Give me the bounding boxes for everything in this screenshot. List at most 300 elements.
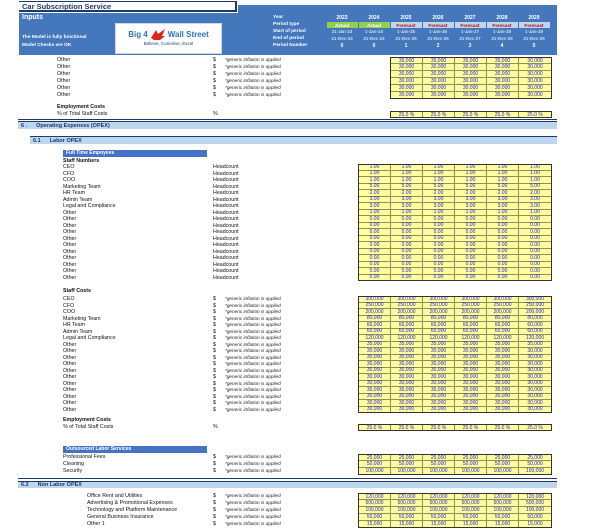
input-cell[interactable]: 30,000	[391, 368, 423, 375]
input-cell[interactable]: 0.00	[391, 242, 423, 249]
input-cell[interactable]: 0.00	[455, 236, 487, 243]
input-cell[interactable]: 60,000	[423, 329, 455, 336]
input-cell[interactable]: 50,000	[423, 461, 455, 468]
input-cell[interactable]: 0.00	[487, 229, 519, 236]
input-cell[interactable]: 120,000	[519, 494, 551, 500]
input-cell[interactable]: 0.00	[519, 216, 551, 223]
input-cell[interactable]: 30,000	[519, 368, 551, 375]
input-cell[interactable]: 60,000	[519, 322, 551, 329]
input-cell[interactable]: 3.00	[519, 197, 551, 204]
input-cell[interactable]: 1.00	[359, 165, 391, 171]
input-cell[interactable]: 25.0 %	[423, 425, 455, 430]
input-cell[interactable]: 30,000	[423, 348, 455, 355]
input-cell[interactable]: 100,000	[487, 468, 519, 474]
input-cell[interactable]: 30,000	[519, 400, 551, 407]
input-cell[interactable]: 1.00	[519, 210, 551, 217]
input-cell[interactable]: 1.00	[423, 165, 455, 171]
input-cell[interactable]: 30,000	[391, 381, 423, 388]
input-cell[interactable]: 30,000	[359, 394, 391, 401]
input-cell[interactable]: 30,000	[423, 407, 455, 413]
input-cell[interactable]: 500,000	[423, 500, 455, 507]
input-cell[interactable]: 80,000	[391, 316, 423, 323]
input-cell[interactable]: 5.00	[423, 184, 455, 191]
input-cell[interactable]: 30,000	[359, 361, 391, 368]
input-cell[interactable]: 15,000	[359, 521, 391, 527]
input-cell[interactable]: 5.00	[487, 184, 519, 191]
input-cell[interactable]: 0.00	[519, 275, 551, 281]
input-cell[interactable]: 50,000	[455, 514, 487, 521]
input-cell[interactable]: 0.00	[519, 236, 551, 243]
input-cell[interactable]: 30,000	[423, 374, 455, 381]
input-cell[interactable]: 0.00	[423, 275, 455, 281]
input-cell[interactable]: 100,000	[519, 507, 551, 514]
input-cell[interactable]: 30,000	[487, 348, 519, 355]
input-cell[interactable]: 30,000	[391, 400, 423, 407]
input-cell[interactable]: 200,000	[359, 309, 391, 316]
input-cell[interactable]: 0.00	[487, 249, 519, 256]
input-cell[interactable]: 30,000	[391, 78, 423, 85]
input-cell[interactable]: 0.00	[391, 236, 423, 243]
input-cell[interactable]: 1.00	[455, 177, 487, 184]
input-cell[interactable]: 30,000	[519, 355, 551, 362]
input-cell[interactable]: 300,000	[423, 297, 455, 303]
input-cell[interactable]: 1.00	[519, 177, 551, 184]
input-cell[interactable]: 80,000	[359, 316, 391, 323]
input-cell[interactable]: 0.00	[391, 216, 423, 223]
input-cell[interactable]: 3.00	[519, 203, 551, 210]
input-cell[interactable]: 5.00	[391, 184, 423, 191]
input-cell[interactable]: 50,000	[423, 514, 455, 521]
input-cell[interactable]: 1.00	[455, 165, 487, 171]
input-cell[interactable]: 15,000	[487, 521, 519, 527]
input-cell[interactable]: 0.00	[391, 223, 423, 230]
input-cell[interactable]: 60,000	[519, 329, 551, 336]
input-cell[interactable]: 50,000	[359, 461, 391, 468]
input-cell[interactable]: 0.00	[519, 249, 551, 256]
input-cell[interactable]: 1.00	[519, 171, 551, 178]
input-cell[interactable]: 0.00	[487, 275, 519, 281]
input-cell[interactable]: 0.00	[487, 236, 519, 243]
input-cell[interactable]: 30,000	[519, 71, 551, 78]
input-cell[interactable]: 30,000	[455, 381, 487, 388]
input-cell[interactable]: 30,000	[487, 64, 519, 71]
input-cell[interactable]: 35,000	[359, 342, 391, 349]
input-cell[interactable]: 30,000	[455, 368, 487, 375]
input-cell[interactable]: 25.0 %	[391, 425, 423, 430]
input-cell[interactable]: 30,000	[423, 400, 455, 407]
input-cell[interactable]: 120,000	[391, 494, 423, 500]
input-cell[interactable]: 1.00	[391, 171, 423, 178]
input-cell[interactable]: 250,000	[519, 303, 551, 310]
input-cell[interactable]: 30,000	[423, 381, 455, 388]
input-cell[interactable]: 0.00	[487, 242, 519, 249]
input-cell[interactable]: 0.00	[359, 242, 391, 249]
input-cell[interactable]: 30,000	[519, 374, 551, 381]
input-cell[interactable]: 30,000	[455, 85, 487, 92]
input-cell[interactable]: 30,000	[423, 58, 455, 64]
input-cell[interactable]: 0.00	[487, 216, 519, 223]
input-cell[interactable]: 0.00	[391, 229, 423, 236]
input-cell[interactable]: 30,000	[391, 58, 423, 64]
input-cell[interactable]: 500,000	[391, 500, 423, 507]
input-cell[interactable]: 1.00	[423, 177, 455, 184]
input-cell[interactable]: 250,000	[487, 303, 519, 310]
input-cell[interactable]: 25,000	[423, 455, 455, 461]
input-cell[interactable]: 30,000	[423, 368, 455, 375]
input-cell[interactable]: 0.00	[423, 249, 455, 256]
input-cell[interactable]: 60,000	[423, 322, 455, 329]
input-cell[interactable]: 0.00	[519, 255, 551, 262]
input-cell[interactable]: 0.00	[455, 249, 487, 256]
input-cell[interactable]: 30,000	[455, 58, 487, 64]
input-cell[interactable]: 30,000	[391, 361, 423, 368]
input-cell[interactable]: 30,000	[391, 407, 423, 413]
input-cell[interactable]: 60,000	[359, 322, 391, 329]
input-cell[interactable]: 3.00	[487, 203, 519, 210]
input-cell[interactable]: 100,000	[391, 507, 423, 514]
input-cell[interactable]: 30,000	[359, 355, 391, 362]
input-cell[interactable]: 120,000	[455, 335, 487, 342]
input-cell[interactable]: 1.00	[455, 210, 487, 217]
input-cell[interactable]: 30,000	[359, 374, 391, 381]
input-cell[interactable]: 30,000	[423, 71, 455, 78]
input-cell[interactable]: 35,000	[487, 342, 519, 349]
input-cell[interactable]: 30,000	[359, 348, 391, 355]
input-cell[interactable]: 30,000	[519, 78, 551, 85]
input-cell[interactable]: 30,000	[487, 368, 519, 375]
input-cell[interactable]: 30,000	[487, 374, 519, 381]
input-cell[interactable]: 0.00	[359, 236, 391, 243]
input-cell[interactable]: 100,000	[423, 468, 455, 474]
input-cell[interactable]: 25,000	[519, 455, 551, 461]
input-cell[interactable]: 30,000	[391, 64, 423, 71]
input-cell[interactable]: 25,000	[391, 455, 423, 461]
input-cell[interactable]: 30,000	[455, 78, 487, 85]
input-cell[interactable]: 1.00	[455, 171, 487, 178]
input-cell[interactable]: 100,000	[359, 468, 391, 474]
input-cell[interactable]: 30,000	[391, 92, 423, 98]
input-cell[interactable]: 25.0 %	[487, 425, 519, 430]
input-cell[interactable]: 0.00	[519, 229, 551, 236]
input-cell[interactable]: 0.00	[359, 268, 391, 275]
input-cell[interactable]: 30,000	[455, 64, 487, 71]
input-cell[interactable]: 60,000	[391, 322, 423, 329]
input-cell[interactable]: 30,000	[455, 387, 487, 394]
input-cell[interactable]: 30,000	[423, 355, 455, 362]
input-cell[interactable]: 300,000	[359, 297, 391, 303]
input-cell[interactable]: 200,000	[519, 309, 551, 316]
input-cell[interactable]: 1.00	[487, 210, 519, 217]
input-cell[interactable]: 30,000	[487, 400, 519, 407]
input-cell[interactable]: 30,000	[391, 85, 423, 92]
input-cell[interactable]: 500,000	[487, 500, 519, 507]
input-cell[interactable]: 30,000	[455, 374, 487, 381]
input-cell[interactable]: 5.00	[455, 184, 487, 191]
input-cell[interactable]: 50,000	[487, 461, 519, 468]
input-cell[interactable]: 250,000	[455, 303, 487, 310]
input-cell[interactable]: 30,000	[455, 400, 487, 407]
input-cell[interactable]: 120,000	[487, 335, 519, 342]
input-cell[interactable]: 35,000	[391, 342, 423, 349]
input-cell[interactable]: 1.00	[359, 171, 391, 178]
input-cell[interactable]: 0.00	[455, 268, 487, 275]
input-cell[interactable]: 30,000	[455, 407, 487, 413]
input-cell[interactable]: 0.00	[455, 262, 487, 269]
input-cell[interactable]: 0.00	[391, 249, 423, 256]
input-cell[interactable]: 30,000	[423, 92, 455, 98]
input-cell[interactable]: 200,000	[391, 309, 423, 316]
input-cell[interactable]: 60,000	[391, 329, 423, 336]
input-cell[interactable]: 3.00	[423, 197, 455, 204]
input-cell[interactable]: 120,000	[519, 335, 551, 342]
input-cell[interactable]: 300,000	[391, 297, 423, 303]
input-cell[interactable]: 30,000	[359, 381, 391, 388]
input-cell[interactable]: 50,000	[391, 514, 423, 521]
input-cell[interactable]: 0.00	[359, 216, 391, 223]
input-cell[interactable]: 120,000	[359, 494, 391, 500]
input-cell[interactable]: 30,000	[423, 78, 455, 85]
input-cell[interactable]: 2.00	[359, 190, 391, 197]
input-cell[interactable]: 100,000	[359, 507, 391, 514]
input-cell[interactable]: 25,000	[487, 455, 519, 461]
input-cell[interactable]: 1.00	[423, 171, 455, 178]
input-cell[interactable]: 0.00	[455, 242, 487, 249]
input-cell[interactable]: 500,000	[455, 500, 487, 507]
input-cell[interactable]: 0.00	[455, 223, 487, 230]
input-cell[interactable]: 0.00	[359, 275, 391, 281]
input-cell[interactable]: 0.00	[359, 223, 391, 230]
input-cell[interactable]: 15,000	[423, 521, 455, 527]
input-cell[interactable]: 30,000	[487, 381, 519, 388]
input-cell[interactable]: 0.00	[519, 268, 551, 275]
input-cell[interactable]: 25.0 %	[359, 425, 391, 430]
input-cell[interactable]: 50,000	[519, 461, 551, 468]
input-cell[interactable]: 0.00	[455, 229, 487, 236]
input-cell[interactable]: 60,000	[487, 322, 519, 329]
input-cell[interactable]: 30,000	[487, 394, 519, 401]
input-cell[interactable]: 3.00	[391, 197, 423, 204]
input-cell[interactable]: 25.0 %	[455, 425, 487, 430]
input-cell[interactable]: 0.00	[519, 242, 551, 249]
input-cell[interactable]: 25.0 %	[519, 425, 551, 430]
input-cell[interactable]: 80,000	[487, 316, 519, 323]
input-cell[interactable]: 100,000	[487, 507, 519, 514]
input-cell[interactable]: 35,000	[519, 342, 551, 349]
input-cell[interactable]: 50,000	[391, 461, 423, 468]
input-cell[interactable]: 0.00	[359, 255, 391, 262]
input-cell[interactable]: 30,000	[487, 78, 519, 85]
input-cell[interactable]: 30,000	[487, 355, 519, 362]
input-cell[interactable]: 0.00	[519, 262, 551, 269]
input-cell[interactable]: 3.00	[455, 197, 487, 204]
input-cell[interactable]: 30,000	[519, 92, 551, 98]
input-cell[interactable]: 0.00	[391, 262, 423, 269]
input-cell[interactable]: 0.00	[455, 275, 487, 281]
input-cell[interactable]: 120,000	[423, 335, 455, 342]
input-cell[interactable]: 30,000	[487, 407, 519, 413]
input-cell[interactable]: 0.00	[423, 216, 455, 223]
input-cell[interactable]: 500,000	[359, 500, 391, 507]
input-cell[interactable]: 30,000	[455, 92, 487, 98]
input-cell[interactable]: 2.00	[455, 190, 487, 197]
input-cell[interactable]: 30,000	[519, 348, 551, 355]
input-cell[interactable]: 30,000	[359, 368, 391, 375]
input-cell[interactable]: 1.00	[487, 171, 519, 178]
input-cell[interactable]: 30,000	[359, 407, 391, 413]
input-cell[interactable]: 80,000	[519, 316, 551, 323]
input-cell[interactable]: 3.00	[359, 203, 391, 210]
input-cell[interactable]: 30,000	[423, 64, 455, 71]
input-cell[interactable]: 2.00	[487, 190, 519, 197]
input-cell[interactable]: 15,000	[455, 521, 487, 527]
input-cell[interactable]: 200,000	[423, 309, 455, 316]
input-cell[interactable]: 25.0 %	[423, 112, 455, 117]
input-cell[interactable]: 3.00	[391, 203, 423, 210]
input-cell[interactable]: 60,000	[359, 329, 391, 336]
input-cell[interactable]: 0.00	[359, 249, 391, 256]
input-cell[interactable]: 1.00	[391, 210, 423, 217]
input-cell[interactable]: 30,000	[487, 361, 519, 368]
input-cell[interactable]: 0.00	[423, 229, 455, 236]
input-cell[interactable]: 0.00	[359, 262, 391, 269]
input-cell[interactable]: 30,000	[391, 348, 423, 355]
input-cell[interactable]: 30,000	[455, 71, 487, 78]
input-cell[interactable]: 25.0 %	[455, 112, 487, 117]
input-cell[interactable]: 0.00	[487, 255, 519, 262]
input-cell[interactable]: 1.00	[391, 177, 423, 184]
input-cell[interactable]: 0.00	[423, 268, 455, 275]
input-cell[interactable]: 0.00	[423, 236, 455, 243]
input-cell[interactable]: 120,000	[455, 494, 487, 500]
input-cell[interactable]: 30,000	[519, 361, 551, 368]
input-cell[interactable]: 300,000	[487, 297, 519, 303]
input-cell[interactable]: 120,000	[359, 335, 391, 342]
input-cell[interactable]: 0.00	[423, 255, 455, 262]
input-cell[interactable]: 0.00	[455, 216, 487, 223]
input-cell[interactable]: 60,000	[487, 329, 519, 336]
input-cell[interactable]: 0.00	[487, 223, 519, 230]
input-cell[interactable]: 30,000	[519, 394, 551, 401]
input-cell[interactable]: 100,000	[455, 507, 487, 514]
input-cell[interactable]: 30,000	[519, 58, 551, 64]
input-cell[interactable]: 0.00	[487, 262, 519, 269]
input-cell[interactable]: 30,000	[487, 85, 519, 92]
input-cell[interactable]: 1.00	[359, 177, 391, 184]
input-cell[interactable]: 60,000	[455, 322, 487, 329]
input-cell[interactable]: 25.0 %	[391, 112, 423, 117]
input-cell[interactable]: 30,000	[519, 407, 551, 413]
input-cell[interactable]: 200,000	[455, 309, 487, 316]
input-cell[interactable]: 30,000	[423, 394, 455, 401]
input-cell[interactable]: 30,000	[423, 85, 455, 92]
input-cell[interactable]: 30,000	[423, 361, 455, 368]
input-cell[interactable]: 2.00	[391, 190, 423, 197]
input-cell[interactable]: 120,000	[423, 494, 455, 500]
input-cell[interactable]: 35,000	[455, 342, 487, 349]
input-cell[interactable]: 0.00	[423, 242, 455, 249]
input-cell[interactable]: 50,000	[455, 461, 487, 468]
input-cell[interactable]: 30,000	[359, 400, 391, 407]
input-cell[interactable]: 120,000	[391, 335, 423, 342]
input-cell[interactable]: 3.00	[359, 197, 391, 204]
input-cell[interactable]: 120,000	[487, 494, 519, 500]
input-cell[interactable]: 0.00	[423, 262, 455, 269]
input-cell[interactable]: 80,000	[455, 316, 487, 323]
input-cell[interactable]: 1.00	[519, 165, 551, 171]
input-cell[interactable]: 30,000	[455, 361, 487, 368]
input-cell[interactable]: 30,000	[487, 58, 519, 64]
input-cell[interactable]: 25.0 %	[519, 112, 551, 117]
input-cell[interactable]: 0.00	[391, 275, 423, 281]
input-cell[interactable]: 50,000	[487, 514, 519, 521]
input-cell[interactable]: 50,000	[519, 514, 551, 521]
input-cell[interactable]: 0.00	[423, 223, 455, 230]
input-cell[interactable]: 5.00	[359, 184, 391, 191]
input-cell[interactable]: 30,000	[519, 387, 551, 394]
input-cell[interactable]: 30,000	[519, 85, 551, 92]
input-cell[interactable]: 300,000	[455, 297, 487, 303]
input-cell[interactable]: 25.0 %	[487, 112, 519, 117]
input-cell[interactable]: 500,000	[519, 500, 551, 507]
input-cell[interactable]: 1.00	[359, 210, 391, 217]
input-cell[interactable]: 30,000	[391, 387, 423, 394]
input-cell[interactable]: 15,000	[519, 521, 551, 527]
input-cell[interactable]: 30,000	[423, 387, 455, 394]
input-cell[interactable]: 0.00	[487, 268, 519, 275]
input-cell[interactable]: 100,000	[455, 468, 487, 474]
input-cell[interactable]: 25,000	[455, 455, 487, 461]
input-cell[interactable]: 250,000	[391, 303, 423, 310]
input-cell[interactable]: 0.00	[391, 255, 423, 262]
input-cell[interactable]: 15,000	[391, 521, 423, 527]
input-cell[interactable]: 0.00	[391, 268, 423, 275]
input-cell[interactable]: 30,000	[487, 71, 519, 78]
input-cell[interactable]: 30,000	[391, 394, 423, 401]
input-cell[interactable]: 5.00	[519, 184, 551, 191]
input-cell[interactable]: 35,000	[423, 342, 455, 349]
input-cell[interactable]: 250,000	[359, 303, 391, 310]
input-cell[interactable]: 30,000	[391, 355, 423, 362]
input-cell[interactable]: 50,000	[359, 514, 391, 521]
input-cell[interactable]: 200,000	[487, 309, 519, 316]
input-cell[interactable]: 3.00	[455, 203, 487, 210]
input-cell[interactable]: 1.00	[423, 210, 455, 217]
input-cell[interactable]: 2.00	[519, 190, 551, 197]
input-cell[interactable]: 30,000	[519, 381, 551, 388]
input-cell[interactable]: 3.00	[487, 197, 519, 204]
input-cell[interactable]: 30,000	[519, 64, 551, 71]
input-cell[interactable]: 100,000	[391, 468, 423, 474]
input-cell[interactable]: 0.00	[455, 255, 487, 262]
input-cell[interactable]: 300,000	[519, 297, 551, 303]
input-cell[interactable]: 250,000	[423, 303, 455, 310]
input-cell[interactable]: 100,000	[519, 468, 551, 474]
input-cell[interactable]: 25,000	[359, 455, 391, 461]
input-cell[interactable]: 60,000	[455, 329, 487, 336]
input-cell[interactable]: 100,000	[423, 507, 455, 514]
input-cell[interactable]: 2.00	[423, 190, 455, 197]
input-cell[interactable]: 30,000	[487, 387, 519, 394]
input-cell[interactable]: 30,000	[455, 348, 487, 355]
input-cell[interactable]: 30,000	[391, 71, 423, 78]
input-cell[interactable]: 0.00	[519, 223, 551, 230]
input-cell[interactable]: 80,000	[423, 316, 455, 323]
input-cell[interactable]: 30,000	[455, 394, 487, 401]
input-cell[interactable]: 30,000	[391, 374, 423, 381]
input-cell[interactable]: 30,000	[455, 355, 487, 362]
input-cell[interactable]: 0.00	[359, 229, 391, 236]
input-cell[interactable]: 3.00	[423, 203, 455, 210]
